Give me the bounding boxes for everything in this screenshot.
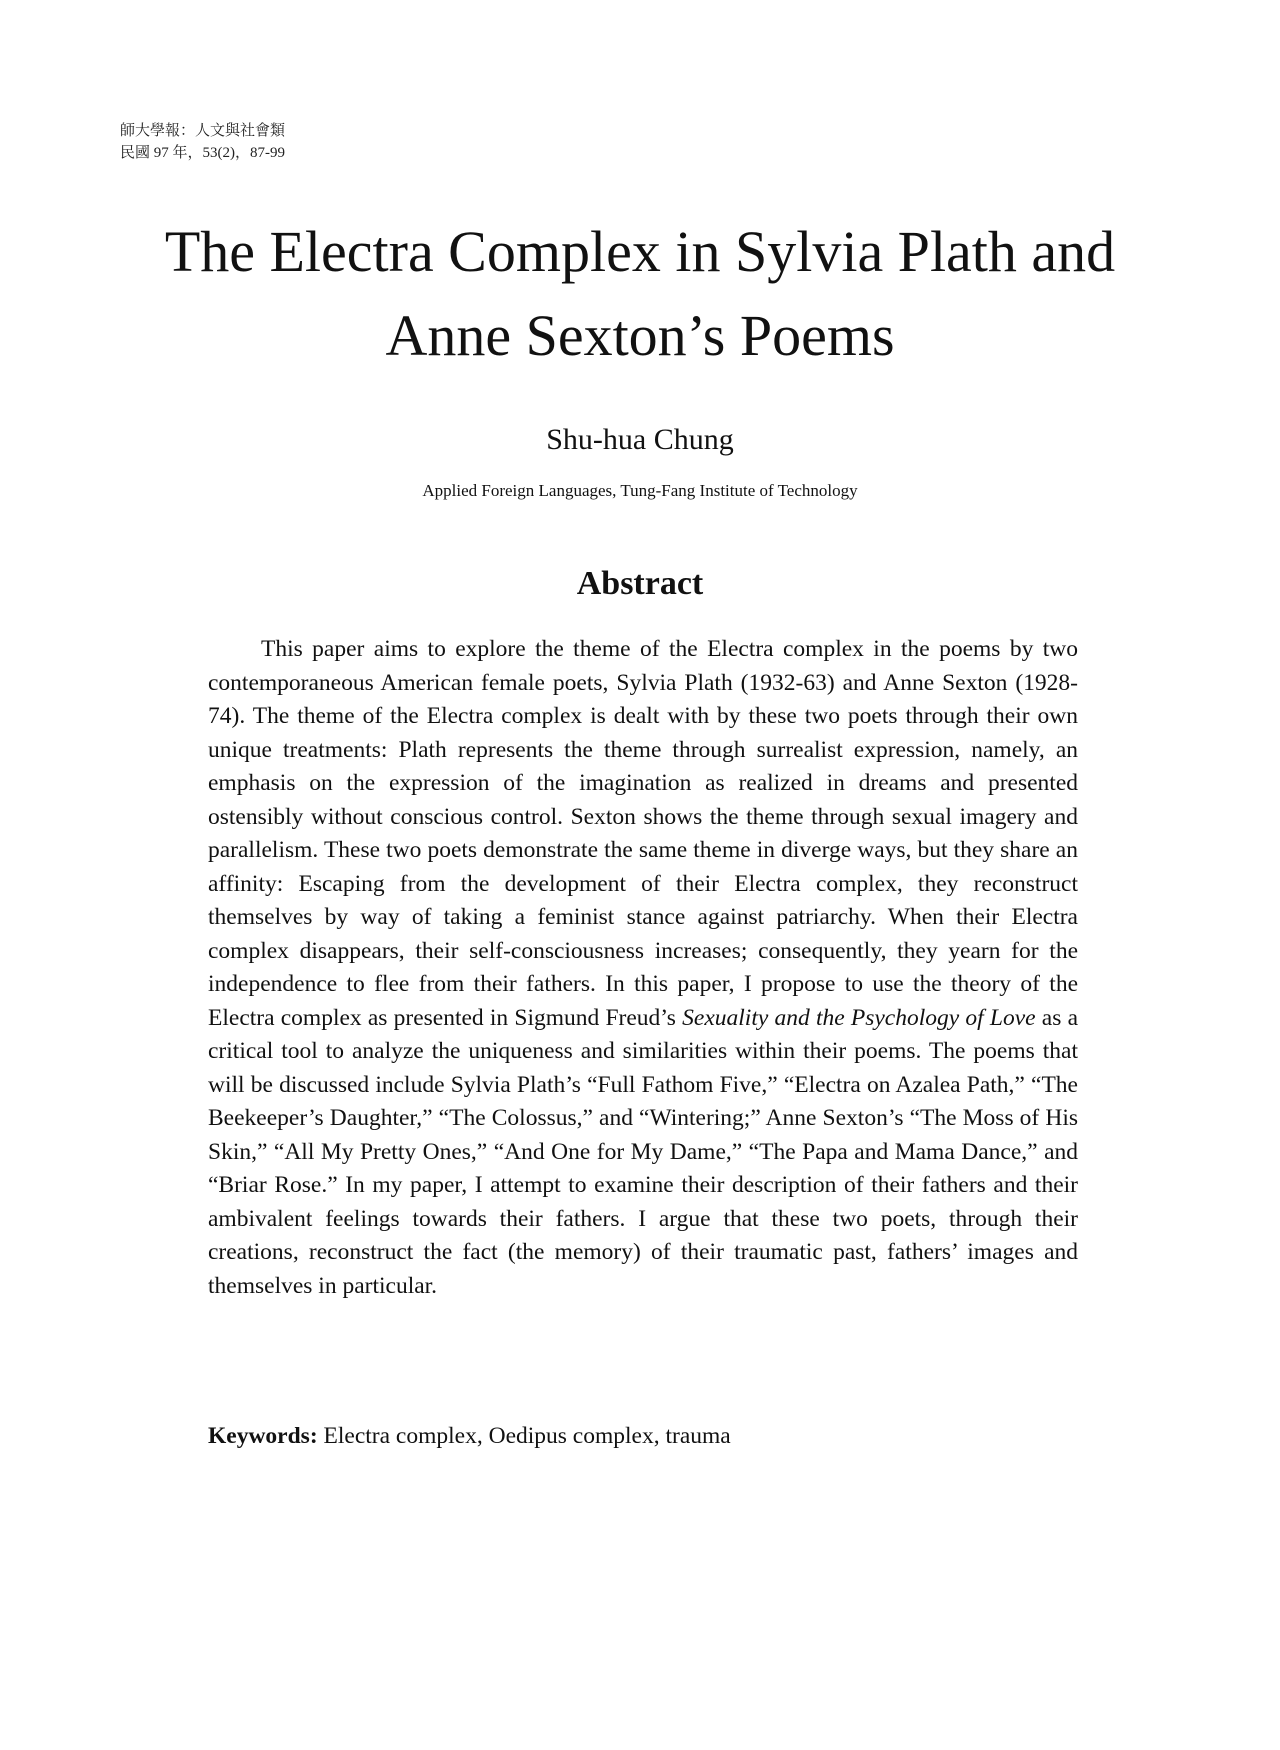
abstract-body (208, 633, 1078, 1303)
paper-title (120, 210, 1160, 378)
abstract-book-title: Sexuality and the Psychology of Love (682, 1004, 1036, 1031)
abstract-heading: Abstract (576, 565, 704, 602)
abstract-text-part-2: as a critical tool to analyze the uniqueness and similarities within their poems. The poems that will be discussed include Sylvia Plath’s “Full Fathom Five,” “Electra on Azalea Path,” “The Beekeeper’s Daughter,” “The Colossus,” and “Wintering;” Anne Sexton’s “The Moss of His Skin,” “All My Pretty Ones,” “And One for My Dame,” “The Papa and Mama Dance,” and “Briar Rose.” In my paper, I attempt to examine their description of their fathers and their ambivalent feelings towards their fathers. I argue that these two poets, through their creations, reconstruct the fact (the memory) of their traumatic past, fathers’ images and themselves in particular. (208, 1004, 1078, 1299)
author-name: Shu-hua Chung (546, 423, 734, 456)
title-line-2: Anne Sexton’s Poems (385, 303, 895, 368)
title-line-1: The Electra Complex in Sylvia Plath and (164, 219, 1116, 284)
abstract-text-part-1: This paper aims to explore the theme of the Electra complex in the poems by two contemporaneous American female poets, Sylvia Plath (1932-63) and Anne Sexton (1928-74). The theme of the Electra complex is dealt with by these two poets through their own unique treatments: Plath represents the theme through surrealist expression, namely, an emphasis on the expression of the imagination as realized in dreams and presented ostensibly without conscious control. Sexton shows the theme through sexual imagery and parallelism. These two poets demonstrate the same theme in diverge ways, but they share an affinity: Escaping from the development of their Electra complex, they reconstruct themselves by way of taking a feminist stance against patriarchy. When their Electra complex disappears, their self-consciousness increases; consequently, they yearn for the independence to flee from their fathers. In this paper, I propose to use the theory of the Electra complex as presented in Sigmund Freud’s (208, 636, 1078, 1031)
keywords-label: Keywords: (208, 1423, 318, 1449)
journal-name: 師大學報：人文與社會類 (120, 123, 286, 139)
author-affiliation: Applied Foreign Languages, Tung-Fang Institute of Technology (422, 481, 858, 500)
journal-issue: 民國 97 年，53(2)，87-99 (120, 145, 285, 161)
keywords-values: Electra complex, Oedipus complex, trauma (317, 1423, 731, 1449)
keywords (208, 1420, 1078, 1453)
journal-header (120, 120, 285, 164)
